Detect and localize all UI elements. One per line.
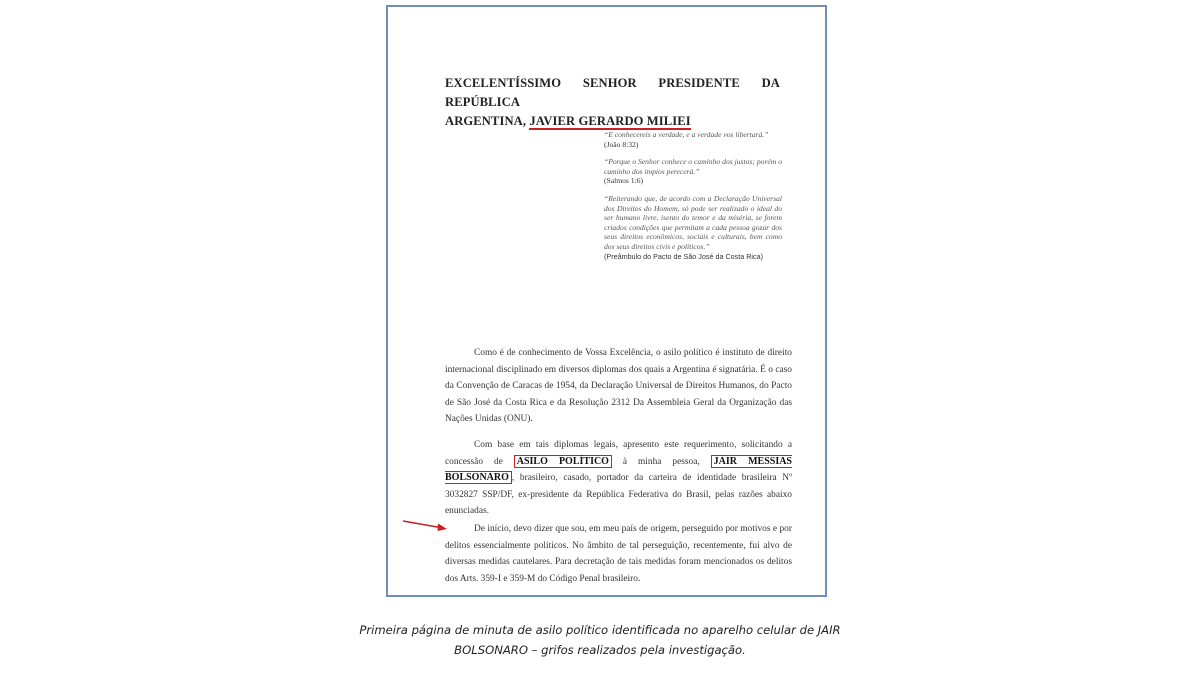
recipient-name-underlined: JAVIER GERARDO MILIEI [529,114,691,128]
highlight-box-asylum: ASILO POLÍTICO [514,455,612,468]
caption-line-2: BOLSONARO – grifos realizados pela investigação. [454,643,746,657]
epigraph-quote: “Porque o Senhor conhece o caminho dos justos; porém o caminho dos ímpios perecerá.” [604,157,782,176]
paragraph-2-part-3: , brasileiro, casado, portador da carteira de identidade brasileira Nº 3032827 SSP/DF, ex-presidente da República Federativa do Brasil, pelas razões abaixo enunciadas. [445,473,792,516]
heading-line-2-prefix: ARGENTINA, [445,114,530,128]
paragraph-1-text: Como é de conhecimento de Vossa Excelência, o asilo político é instituto de direito internacional disciplinado em diversos diplomas dos quais a Argentina é signatária. É o caso da Convenção de Caracas de 1954, da Declaração Universal de Direitos Humanos, do Pacto de São José da Costa Rica e da Resolução 2312 Da Assembleia Geral da Organização das Nações Unidas (ONU). [445,348,792,424]
document-page [386,5,827,597]
paragraph-3 [445,521,792,587]
paragraph-1 [445,345,792,428]
red-arrow-icon [402,519,448,533]
heading-line-1: EXCELENTÍSSIMO SENHOR PRESIDENTE DA REPÚBLICA [445,76,780,109]
epigraph [604,130,782,149]
epigraph-quote: “E conhecereis a verdade, e a verdade vos libertará.” [604,130,769,139]
figure-caption [0,620,1200,660]
highlight-box-name: JAIR MESSIAS BOLSONARO [445,455,792,483]
paragraph-2-part-2: à minha pessoa, [611,456,711,467]
epigraph-reference: (Salmos 1:6) [604,176,644,186]
epigraph-reference: (Preâmbulo do Pacto de São José da Costa Rica) [604,251,764,261]
epigraph-reference: (João 8:32) [604,139,639,149]
caption-line-1: Primeira página de minuta de asilo político identificada no aparelho celular de JAIR [359,623,841,637]
epigraphs [604,130,782,269]
paragraph-2-part-1: Com base em tais diplomas legais, apresento este requerimento, solicitando a concessão de [445,440,792,467]
heading-line-2 [445,112,780,131]
epigraph [604,157,782,186]
document-heading [445,74,780,131]
epigraph [604,194,782,261]
epigraph-quote: “Reiterando que, de acordo com a Declaração Universal dos Direitos do Homem, só pode ser realizado o ideal do ser humano livre, isento do temor e da miséria, se forem criados condições que permitam a cada pessoa gozar dos seus direitos econômicos, sociais e culturais, bem como dos seus direitos civis e políticos.” [604,193,782,251]
paragraph-3-text: De início, devo dizer que sou, em meu país de origem, perseguido por motivos e por delitos essencialmente políticos. No âmbito de tal perseguição, recentemente, fui alvo de diversas medidas cautelares. Para decretação de tais medidas foram mencionados os delitos dos Arts. 359-I e 359-M do Código Penal brasileiro. [445,524,792,584]
paragraph-2 [445,437,792,520]
